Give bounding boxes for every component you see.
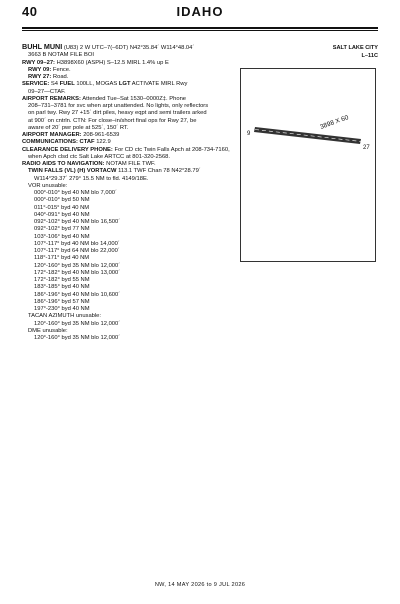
vor-unusable-item: 000°-010° byd 50 NM: [34, 197, 90, 204]
clearance-text: For CD ctc Twin Falls Apch at 208-734-7160,: [112, 146, 230, 153]
clearance-label: CLEARANCE DELIVERY PHONE:: [22, 146, 113, 153]
vor-unusable-list: [22, 190, 234, 313]
vor-unusable-item: 120°-160° byd 35 NM blo 12,000´: [34, 262, 121, 269]
clearance-delivery: [22, 147, 234, 154]
fuel-label: FUEL: [59, 81, 75, 88]
vor-unusable-item: 197°-230° byd 40 NM: [34, 306, 90, 312]
vor-unusable-item: 107°-117° byd 64 NM blo 22,000´: [34, 248, 120, 254]
dme-unusable-header: DME unusable:: [28, 327, 68, 334]
vor-unusable-item: 103°-106° byd 40 NM: [34, 233, 90, 240]
header-rule: [22, 27, 378, 29]
vor-unusable-item: 118°-171° byd 40 NM: [34, 255, 90, 262]
tacan-unusable-item: 120°-160° byd 35 NM blo 12,000´: [34, 320, 121, 327]
remarks-text: Attended Tue–Sat 1530–0000Z‡. Phone: [80, 95, 187, 102]
chart-reference: L–11C: [361, 53, 378, 59]
vor-unusable-item: 172°-182° byd 40 NM blo 13,000´: [34, 269, 121, 276]
communications: [22, 139, 234, 146]
vor-unusable-item: 183°-185° byd 40 NM: [34, 284, 90, 291]
footer-effective-dates: NW, 14 MAY 2026 to 9 JUL 2026: [154, 582, 246, 588]
airport-name: BUHL MUNI: [22, 42, 63, 51]
airport-id-line: [22, 43, 234, 52]
radio-aids-text: NOTAM FILE TWF.: [104, 161, 156, 167]
tacan-unusable-header: TACAN AZIMUTH unusable:: [28, 313, 102, 320]
airport-diagram: [240, 68, 376, 262]
remarks-line: aware of 20´ pwr pole at 525´, 150´ RT.: [28, 124, 129, 131]
airport-id-details: (U83) 2 W UTC–7(–6DT) N42°35.84´ W114°48.04´: [62, 45, 195, 51]
remarks-label: AIRPORT REMARKS:: [22, 95, 81, 102]
vor-unusable-item: 011°-015° byd 40 NM: [34, 204, 90, 211]
header-rule-thin: [22, 30, 378, 31]
runway-27-text: Road.: [51, 74, 69, 80]
clearance-line-2: when Apch clsd ctc Salt Lake ARTCC at 801-320-2568.: [28, 153, 170, 160]
remarks-line: on parl twy. Rwy 27 +15´ dirt piles, heavy eqpt and semi trailers arked: [28, 110, 207, 117]
airport-manager: [22, 132, 234, 139]
lighting-text: ACTIVATE MIRL Rwy: [130, 81, 188, 88]
vor-unusable-item: 040°-091° byd 40 NM: [34, 211, 90, 218]
runway-09-27-shape: [254, 127, 361, 144]
vor-unusable-item: 107°-117° byd 40 NM blo 14,000´: [34, 240, 120, 247]
vor-unusable-item: 000°-010° byd 40 NM blo 7,000´: [34, 190, 117, 196]
dme-unusable-item: 120°-160° byd 35 NM blo 12,000´: [34, 335, 121, 341]
runway-09: [22, 67, 234, 74]
navaid-line-2: W114°29.37´ 279° 15.5 NM to fld. 4149/18E.: [34, 175, 149, 182]
region-name: SALT LAKE CITY: [332, 45, 378, 51]
airport-diagram-svg: [241, 69, 375, 261]
runway-27-label: RWY 27:: [28, 74, 52, 80]
navaid-name: TWIN FALLS (VL) (H) VORTACW: [28, 168, 117, 175]
vor-unusable-item: 092°-102° byd 77 NM: [34, 226, 90, 233]
lighting-label: LGT: [118, 81, 131, 88]
runway-09-text: Fence.: [51, 66, 71, 73]
radio-aids: [22, 161, 234, 168]
runway-dimensions-label: 3898 X 60: [319, 114, 350, 131]
remarks-line: 208–731–3781 for svc when arpt unattended. No lights, only reflectors: [28, 103, 209, 109]
runway-09-27: [22, 60, 234, 67]
manager-label: AIRPORT MANAGER:: [22, 132, 82, 138]
vor-unusable-item: 186°-196° byd 57 NM: [34, 298, 90, 305]
radio-aids-label: RADIO AIDS TO NAVIGATION:: [22, 161, 105, 167]
runway-27: [22, 74, 234, 81]
airport-entry: [22, 43, 234, 342]
ctaf-label: CTAF: [77, 139, 95, 146]
airport-elevation: 3663 B NOTAM FILE BOI: [28, 52, 94, 59]
navaid-text: 113.1 TWF Chan 78 N42°28.79´: [116, 168, 201, 175]
state-title: IDAHO: [176, 4, 224, 19]
runway-09-27-label: RWY 09–27:: [22, 59, 55, 66]
communications-label: COMMUNICATIONS:: [22, 139, 78, 146]
navaid-line: [22, 168, 234, 175]
runway-09-27-text: H3898X60 (ASPH) S–12.5 MIRL 1.4% up E: [54, 59, 169, 66]
remarks-line: at 900´ on cntrln. CTN: For close–in/short final ops for Rwy 27, be: [28, 117, 197, 124]
service-label: SERVICE:: [22, 81, 50, 88]
vor-unusable-item: 186°-196° byd 40 NM blo 10,600´: [34, 291, 121, 298]
page-number: 40: [22, 4, 38, 19]
service-line: [22, 81, 234, 88]
runway-end-right-label: 27: [363, 145, 370, 151]
service-text: S4: [49, 81, 60, 88]
ctaf-frequency: 122.9: [94, 139, 111, 146]
region-reference: [333, 44, 378, 60]
runway-09-label: RWY 09:: [28, 66, 52, 73]
manager-phone: 208-961-6539: [81, 132, 120, 138]
vor-unusable-item: 172°-182° byd 55 NM: [34, 277, 90, 283]
runway-end-left-label: 9: [247, 131, 251, 137]
vor-unusable-header: VOR unusable:: [28, 182, 68, 189]
fuel-text: 100LL, MOGAS: [74, 81, 119, 88]
airport-remarks: [22, 96, 234, 103]
vor-unusable-item: 092°-102° byd 40 NM blo 16,500´: [34, 219, 121, 225]
service-line-2: 09–27—CTAF.: [28, 88, 66, 95]
